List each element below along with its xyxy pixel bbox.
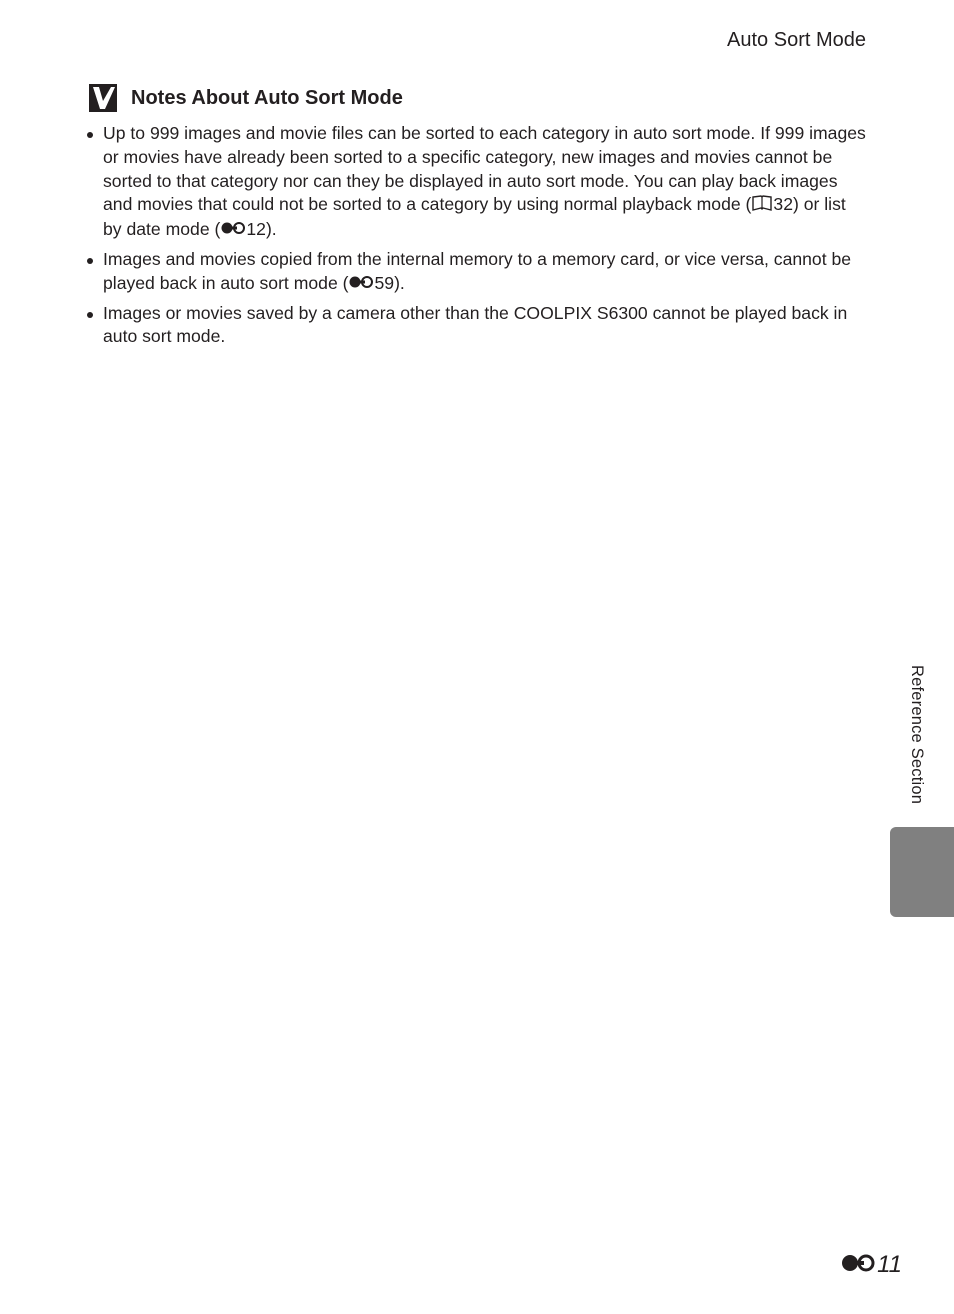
page-ref: 32 (773, 194, 793, 215)
side-tab-label: Reference Section (908, 665, 926, 805)
item-text: ). (265, 219, 277, 240)
bullet-icon (87, 312, 93, 318)
notes-heading (89, 84, 403, 112)
page-number-text: 11 (877, 1251, 902, 1278)
page-ref: 12 (246, 219, 266, 240)
list-item (87, 248, 867, 297)
item-text: Images or movies saved by a camera other than the COOLPIX S6300 cannot be played back in auto sort mode. (103, 302, 848, 347)
item-text: Up to 999 images and movie files can be sorted to each category in auto sort mode. If 999 images or movies have already been sorted to a specific category, new images and movies cannot be sorted to that category nor can they be displayed in auto sort mode. You can play back images and movies that could not be sorted to a category by using normal playback mode ( (103, 123, 866, 215)
bullet-icon (87, 132, 93, 138)
reference-e-icon (841, 1252, 875, 1279)
item-text: ) or list by date mode ( (103, 194, 846, 240)
notes-title: Notes About Auto Sort Mode (131, 87, 403, 109)
side-tab (890, 827, 954, 917)
notes-list (87, 122, 867, 354)
item-text: ). (394, 272, 405, 293)
list-item (87, 302, 867, 350)
reference-e-icon (349, 273, 373, 297)
page-number (841, 1251, 902, 1279)
page-ref: 59 (374, 272, 395, 293)
reference-e-icon (221, 219, 245, 243)
list-item (87, 122, 867, 243)
bullet-icon (87, 258, 93, 264)
book-reference-icon (752, 194, 772, 218)
check-note-icon (89, 84, 117, 112)
item-text: Images and movies copied from the internal memory to a memory card, or vice versa, cannot be played back in auto sort mode ( (103, 248, 852, 293)
running-head: Auto Sort Mode (727, 29, 866, 51)
